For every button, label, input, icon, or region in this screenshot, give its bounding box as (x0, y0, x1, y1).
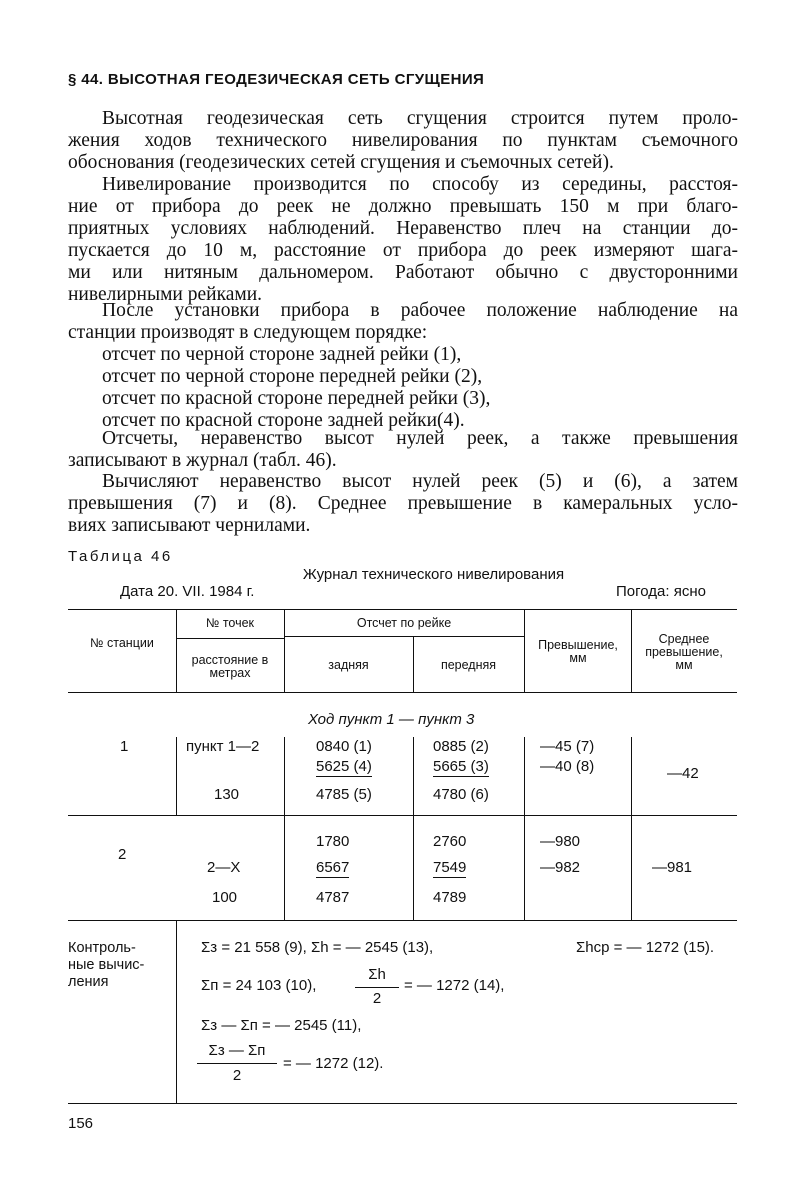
distance: 100 (212, 889, 238, 906)
back-difference: 4787 (316, 889, 350, 906)
front-reading: 7549 (433, 859, 467, 876)
text-line: После установки прибора в рабочее положение наблюдение на (102, 300, 738, 321)
header-rule-reading (284, 636, 524, 637)
header-station: № станции (90, 636, 154, 650)
back-reading: 1780 (316, 833, 350, 850)
journal-weather: Погода: ясно (616, 583, 706, 600)
text-line: станции производят в следующем порядке: (68, 322, 428, 343)
journal-date: Дата 20. VII. 1984 г. (120, 583, 255, 600)
header-mean: Среднее превышение, мм (645, 632, 723, 672)
text-line: жения ходов технического нивелирования по пунктам съемочного (68, 130, 738, 151)
formula-half-difference: = — 1272 (12). (283, 1055, 384, 1072)
elevation: —982 (540, 859, 581, 876)
text-line: нивелирными рейками. (68, 284, 263, 305)
list-item: отсчет по красной стороне задней рейки(4). (102, 410, 465, 431)
control-label (68, 940, 144, 991)
text-line: ми или нитяным дальномером. Работают обычно с двусторонними (68, 262, 738, 283)
header-reading: Отсчет по рейке (356, 616, 452, 630)
paragraph-5 (68, 471, 738, 537)
formula-half-sum: = — 1272 (14), (404, 977, 505, 994)
control-label-line: ные вычис- (68, 957, 145, 973)
text-line: виях записывают чернилами. (68, 515, 311, 536)
row-separator (68, 815, 737, 816)
header-divider (631, 610, 632, 692)
point-name: пункт 1—2 (186, 738, 260, 755)
control-divider (176, 921, 177, 1103)
front-difference: 4780 (6) (433, 786, 489, 803)
elevation: —980 (540, 833, 581, 850)
header-distance: расстояние в метрах (191, 653, 269, 680)
formula-sum-back: Σз = 21 558 (9), Σh = — 2545 (13), (201, 939, 434, 956)
row2-divider (524, 816, 525, 920)
header-points: № точек (205, 616, 255, 630)
text-line: приятных условиях наблюдений. Неравенство плеч на станции до- (68, 218, 738, 239)
row1-divider (176, 737, 177, 815)
paragraph-3 (68, 300, 738, 432)
fraction-numerator: Σз — Σп (208, 1042, 266, 1059)
traverse-title: Ход пункт 1 — пункт 3 (308, 711, 475, 728)
text-line: записывают в журнал (табл. 46). (68, 450, 337, 471)
list-item: отсчет по черной стороне передней рейки (2), (102, 366, 483, 387)
front-reading: 5665 (3) (433, 758, 489, 775)
paragraph-4 (68, 428, 738, 472)
row1-divider (284, 737, 285, 815)
list-item: отсчет по черной стороне задней рейки (1), (102, 344, 462, 365)
paragraph-1 (68, 108, 738, 174)
distance: 130 (214, 786, 240, 803)
front-difference: 4789 (433, 889, 467, 906)
text-line: Отсчеты, неравенство высот нулей реек, а также превышения (102, 428, 738, 449)
elevation: —45 (7) (540, 738, 595, 755)
formula-mean-sum: Σhср = — 1272 (15). (576, 939, 715, 956)
front-reading: 2760 (433, 833, 467, 850)
text-line: Вычисляют неравенство высот нулей реек (5) и (6), а затем (102, 471, 738, 492)
control-label-line: ления (68, 974, 109, 990)
header-back: задняя (328, 658, 369, 672)
header-bottom-rule (68, 692, 737, 693)
control-label-line: Контроль- (68, 940, 136, 956)
front-reading: 0885 (2) (433, 738, 489, 755)
table-bottom-rule (68, 1103, 737, 1104)
back-reading: 0840 (1) (316, 738, 372, 755)
back-difference: 4785 (5) (316, 786, 372, 803)
elevation: —40 (8) (540, 758, 595, 775)
station-number: 1 (120, 738, 129, 755)
paragraph-2 (68, 174, 738, 306)
row2-divider (631, 816, 632, 920)
list-item: отсчет по красной стороне передней рейки (3), (102, 388, 491, 409)
row1-divider (524, 737, 525, 815)
row1-divider (413, 737, 414, 815)
station-number: 2 (118, 846, 127, 863)
text-line: пускается до 10 м, расстояние от прибора до реек измеряют шага- (68, 240, 738, 261)
header-rule-points (176, 638, 284, 639)
journal-title: Журнал технического нивелирования (302, 566, 565, 583)
formula-sum-front: Σп = 24 103 (10), (201, 977, 317, 994)
fraction-bar (197, 1063, 277, 1064)
text-line: ние от прибора до реек не должно превышать 150 м при благо- (68, 196, 738, 217)
header-elevation: Превышение, мм (538, 638, 618, 665)
header-divider (524, 610, 525, 692)
row2-divider (413, 816, 414, 920)
row1-divider (631, 737, 632, 815)
back-reading: 5625 (4) (316, 758, 372, 775)
fraction-denominator: 2 (232, 1067, 242, 1084)
mean-elevation: —42 (667, 765, 699, 782)
row2-divider (284, 816, 285, 920)
formula-difference: Σз — Σп = — 2545 (11), (201, 1017, 362, 1034)
header-front: передняя (440, 658, 497, 672)
fraction-bar (355, 987, 399, 988)
fraction-denominator: 2 (372, 990, 382, 1007)
fraction-numerator: Σh (368, 966, 386, 983)
table-top-rule (68, 609, 737, 610)
table-caption: Таблица 46 (68, 548, 173, 565)
back-reading: 6567 (316, 859, 350, 876)
point-name: 2—Х (207, 859, 241, 876)
text-line: обоснования (геодезических сетей сгущения и съемочных сетей). (68, 152, 614, 173)
page-number: 156 (68, 1115, 94, 1132)
mean-elevation: —981 (652, 859, 693, 876)
text-line: превышения (7) и (8). Среднее превышение в камеральных усло- (68, 493, 738, 514)
control-separator (68, 920, 737, 921)
text-line: Высотная геодезическая сеть сгущения строится путем проло- (102, 108, 738, 129)
text-line: Нивелирование производится по способу из середины, расстоя- (102, 174, 738, 195)
section-heading: § 44. ВЫСОТНАЯ ГЕОДЕЗИЧЕСКАЯ СЕТЬ СГУЩЕНИЯ (68, 71, 485, 88)
